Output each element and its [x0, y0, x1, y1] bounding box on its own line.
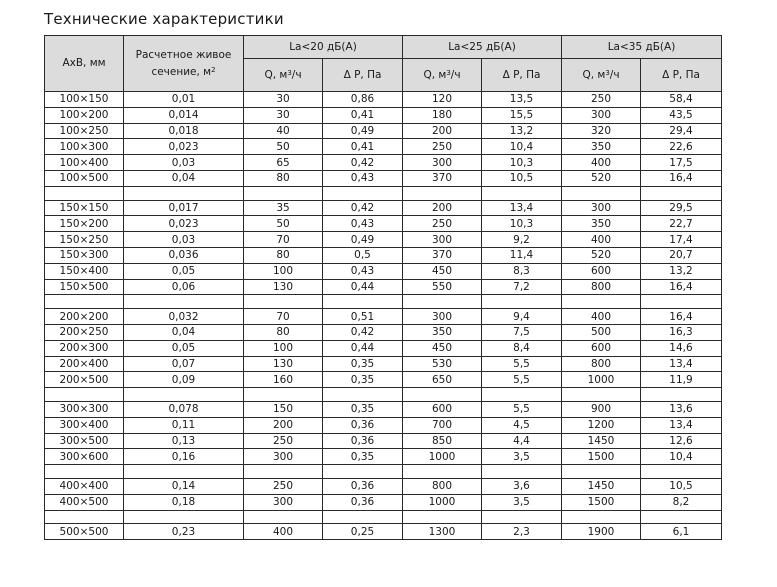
- cell-q-la35: 1500: [562, 494, 641, 510]
- cell-dp-la35: 20,7: [641, 247, 722, 263]
- cell-dp-la20: 0,41: [323, 139, 403, 155]
- cell-dp-la20: 0,44: [323, 340, 403, 356]
- cell-q-la20: 80: [244, 324, 323, 340]
- cell-q-la25: 370: [403, 247, 482, 263]
- empty-cell: [641, 510, 722, 524]
- cell-q-la25: 370: [403, 170, 482, 186]
- cell-dp-la35: 12,6: [641, 433, 722, 449]
- cell-dp-la35: 16,4: [641, 279, 722, 295]
- cell-dp-la25: 8,3: [482, 263, 562, 279]
- cell-free-section: 0,036: [124, 247, 244, 263]
- cell-dp-la35: 6,1: [641, 524, 722, 540]
- cell-dimensions: 200×300: [45, 340, 124, 356]
- spacer-row: [45, 510, 722, 524]
- cell-dp-la35: 43,5: [641, 107, 722, 123]
- table-row: [45, 139, 722, 155]
- table-row: [45, 107, 722, 123]
- cell-dimensions: 100×250: [45, 123, 124, 139]
- cell-dp-la25: 3,5: [482, 494, 562, 510]
- cell-q-la25: 350: [403, 324, 482, 340]
- cell-q-la20: 160: [244, 372, 323, 388]
- cell-q-la35: 400: [562, 232, 641, 248]
- cell-q-la35: 300: [562, 107, 641, 123]
- cell-q-la20: 65: [244, 155, 323, 171]
- cell-dp-la35: 10,5: [641, 478, 722, 494]
- table-row: [45, 263, 722, 279]
- cell-dp-la35: 13,6: [641, 401, 722, 417]
- cell-q-la35: 1450: [562, 478, 641, 494]
- cell-dimensions: 100×200: [45, 107, 124, 123]
- cell-free-section: 0,04: [124, 324, 244, 340]
- empty-cell: [244, 295, 323, 309]
- cell-q-la35: 320: [562, 123, 641, 139]
- table-row: [45, 309, 722, 325]
- cell-q-la20: 80: [244, 170, 323, 186]
- table-row: [45, 356, 722, 372]
- cell-dp-la20: 0,42: [323, 200, 403, 216]
- cell-q-la25: 1300: [403, 524, 482, 540]
- cell-dimensions: 500×500: [45, 524, 124, 540]
- empty-cell: [124, 186, 244, 200]
- cell-dimensions: 300×300: [45, 401, 124, 417]
- empty-cell: [244, 186, 323, 200]
- cell-dp-la20: 0,43: [323, 216, 403, 232]
- cell-free-section: 0,018: [124, 123, 244, 139]
- cell-q-la25: 700: [403, 417, 482, 433]
- cell-dimensions: 400×500: [45, 494, 124, 510]
- cell-dp-la20: 0,49: [323, 123, 403, 139]
- cell-free-section: 0,017: [124, 200, 244, 216]
- empty-cell: [244, 510, 323, 524]
- cell-free-section: 0,01: [124, 92, 244, 108]
- table-row: [45, 155, 722, 171]
- cell-dimensions: 150×300: [45, 247, 124, 263]
- empty-cell: [482, 465, 562, 479]
- empty-cell: [323, 510, 403, 524]
- empty-cell: [641, 295, 722, 309]
- table-row: [45, 123, 722, 139]
- cell-dp-la25: 9,2: [482, 232, 562, 248]
- cell-dimensions: 400×400: [45, 478, 124, 494]
- empty-cell: [562, 388, 641, 402]
- cell-dp-la25: 4,5: [482, 417, 562, 433]
- cell-dp-la35: 13,2: [641, 263, 722, 279]
- cell-q-la20: 70: [244, 309, 323, 325]
- cell-dp-la35: 8,2: [641, 494, 722, 510]
- cell-dp-la20: 0,35: [323, 372, 403, 388]
- cell-q-la20: 300: [244, 449, 323, 465]
- cell-dp-la25: 3,6: [482, 478, 562, 494]
- table-row: [45, 247, 722, 263]
- cell-q-la35: 600: [562, 340, 641, 356]
- cell-q-la20: 250: [244, 433, 323, 449]
- cell-dp-la35: 29,4: [641, 123, 722, 139]
- cell-dp-la35: 17,5: [641, 155, 722, 171]
- header-group-la20: La<20 дБ(А): [244, 36, 403, 59]
- cell-free-section: 0,05: [124, 263, 244, 279]
- cell-q-la20: 100: [244, 340, 323, 356]
- cell-q-la35: 500: [562, 324, 641, 340]
- cell-dp-la25: 2,3: [482, 524, 562, 540]
- cell-dp-la35: 16,4: [641, 309, 722, 325]
- spacer-row: [45, 388, 722, 402]
- cell-dp-la20: 0,25: [323, 524, 403, 540]
- cell-q-la35: 800: [562, 356, 641, 372]
- cell-dimensions: 150×400: [45, 263, 124, 279]
- empty-cell: [124, 465, 244, 479]
- cell-dimensions: 200×250: [45, 324, 124, 340]
- spacer-row: [45, 465, 722, 479]
- cell-q-la25: 300: [403, 232, 482, 248]
- cell-free-section: 0,06: [124, 279, 244, 295]
- cell-q-la25: 850: [403, 433, 482, 449]
- spacer-row: [45, 186, 722, 200]
- cell-q-la20: 35: [244, 200, 323, 216]
- cell-dimensions: 150×150: [45, 200, 124, 216]
- empty-cell: [482, 510, 562, 524]
- table-row: [45, 216, 722, 232]
- cell-q-la25: 200: [403, 123, 482, 139]
- cell-free-section: 0,014: [124, 107, 244, 123]
- empty-cell: [45, 186, 124, 200]
- header-q-la25: Q, $м^3/ч$: [403, 59, 482, 92]
- cell-q-la20: 30: [244, 107, 323, 123]
- cell-dp-la25: 10,3: [482, 155, 562, 171]
- cell-dimensions: 200×200: [45, 309, 124, 325]
- empty-cell: [562, 465, 641, 479]
- cell-q-la35: 350: [562, 216, 641, 232]
- cell-dp-la20: 0,86: [323, 92, 403, 108]
- cell-dp-la35: 29,5: [641, 200, 722, 216]
- table-row: [45, 324, 722, 340]
- header-group-la35: La<35 дБ(А): [562, 36, 722, 59]
- cell-q-la20: 100: [244, 263, 323, 279]
- spacer-row: [45, 295, 722, 309]
- header-dimensions: AxB, мм: [45, 36, 124, 92]
- cell-dp-la20: 0,35: [323, 449, 403, 465]
- cell-dp-la25: 10,4: [482, 139, 562, 155]
- cell-free-section: 0,023: [124, 139, 244, 155]
- cell-dp-la25: 8,4: [482, 340, 562, 356]
- empty-cell: [244, 388, 323, 402]
- empty-cell: [45, 388, 124, 402]
- cell-dp-la35: 14,6: [641, 340, 722, 356]
- cell-q-la25: 650: [403, 372, 482, 388]
- table-row: [45, 200, 722, 216]
- cell-dp-la35: 16,3: [641, 324, 722, 340]
- cell-q-la20: 130: [244, 279, 323, 295]
- cell-q-la25: 300: [403, 309, 482, 325]
- table-row: [45, 92, 722, 108]
- cell-q-la25: 450: [403, 340, 482, 356]
- cell-dp-la25: 13,2: [482, 123, 562, 139]
- empty-cell: [323, 465, 403, 479]
- cell-dp-la20: 0,35: [323, 356, 403, 372]
- cell-dp-la20: 0,35: [323, 401, 403, 417]
- empty-cell: [323, 388, 403, 402]
- empty-cell: [562, 186, 641, 200]
- table-row: [45, 279, 722, 295]
- cell-dp-la35: 22,6: [641, 139, 722, 155]
- cell-q-la35: 600: [562, 263, 641, 279]
- table-row: [45, 232, 722, 248]
- cell-dp-la25: 5,5: [482, 401, 562, 417]
- cell-dp-la20: 0,51: [323, 309, 403, 325]
- cell-q-la25: 600: [403, 401, 482, 417]
- cell-dp-la25: 13,5: [482, 92, 562, 108]
- table-row: [45, 340, 722, 356]
- cell-q-la20: 400: [244, 524, 323, 540]
- cell-dp-la35: 13,4: [641, 417, 722, 433]
- cell-q-la25: 450: [403, 263, 482, 279]
- empty-cell: [323, 295, 403, 309]
- cell-dp-la20: 0,41: [323, 107, 403, 123]
- cell-dp-la35: 22,7: [641, 216, 722, 232]
- table-row: [45, 401, 722, 417]
- specifications-table: [44, 35, 722, 540]
- cell-q-la25: 250: [403, 216, 482, 232]
- empty-cell: [124, 295, 244, 309]
- cell-dp-la20: 0,36: [323, 494, 403, 510]
- cell-q-la35: 1200: [562, 417, 641, 433]
- header-q-la20: Q, $м^3/ч$: [244, 59, 323, 92]
- table-row: [45, 170, 722, 186]
- empty-cell: [45, 295, 124, 309]
- cell-dimensions: 200×500: [45, 372, 124, 388]
- cell-q-la35: 1500: [562, 449, 641, 465]
- header-free-section: Расчетное живое сечение, $м^2$: [124, 36, 244, 92]
- cell-dp-la25: 13,4: [482, 200, 562, 216]
- cell-q-la20: 300: [244, 494, 323, 510]
- cell-dp-la20: 0,42: [323, 155, 403, 171]
- empty-cell: [641, 186, 722, 200]
- empty-cell: [124, 510, 244, 524]
- cell-dp-la20: 0,43: [323, 263, 403, 279]
- empty-cell: [244, 465, 323, 479]
- cell-q-la35: 400: [562, 309, 641, 325]
- cell-dimensions: 150×200: [45, 216, 124, 232]
- empty-cell: [403, 388, 482, 402]
- empty-cell: [403, 510, 482, 524]
- cell-free-section: 0,07: [124, 356, 244, 372]
- table-row: [45, 372, 722, 388]
- cell-dp-la20: 0,43: [323, 170, 403, 186]
- cell-dp-la20: 0,36: [323, 478, 403, 494]
- header-dp-la35: Δ P, Па: [641, 59, 722, 92]
- cell-free-section: 0,13: [124, 433, 244, 449]
- cell-dp-la35: 11,9: [641, 372, 722, 388]
- cell-dimensions: 150×500: [45, 279, 124, 295]
- empty-cell: [482, 186, 562, 200]
- table-header: [45, 36, 722, 92]
- table-row: [45, 449, 722, 465]
- cell-dimensions: 200×400: [45, 356, 124, 372]
- cell-dimensions: 100×400: [45, 155, 124, 171]
- cell-q-la20: 50: [244, 139, 323, 155]
- cell-dp-la35: 58,4: [641, 92, 722, 108]
- empty-cell: [124, 388, 244, 402]
- cell-q-la35: 520: [562, 170, 641, 186]
- empty-cell: [641, 465, 722, 479]
- cell-dp-la35: 16,4: [641, 170, 722, 186]
- cell-free-section: 0,23: [124, 524, 244, 540]
- cell-dimensions: 300×500: [45, 433, 124, 449]
- empty-cell: [45, 510, 124, 524]
- cell-free-section: 0,16: [124, 449, 244, 465]
- cell-q-la25: 530: [403, 356, 482, 372]
- cell-q-la25: 300: [403, 155, 482, 171]
- cell-dp-la25: 10,5: [482, 170, 562, 186]
- cell-q-la35: 900: [562, 401, 641, 417]
- cell-dp-la25: 5,5: [482, 356, 562, 372]
- cell-q-la25: 200: [403, 200, 482, 216]
- cell-q-la35: 250: [562, 92, 641, 108]
- cell-q-la25: 1000: [403, 449, 482, 465]
- cell-q-la25: 800: [403, 478, 482, 494]
- cell-dp-la25: 7,5: [482, 324, 562, 340]
- cell-q-la35: 350: [562, 139, 641, 155]
- cell-dp-la25: 15,5: [482, 107, 562, 123]
- cell-dp-la20: 0,42: [323, 324, 403, 340]
- cell-q-la25: 120: [403, 92, 482, 108]
- cell-free-section: 0,14: [124, 478, 244, 494]
- cell-q-la20: 150: [244, 401, 323, 417]
- cell-q-la35: 520: [562, 247, 641, 263]
- cell-dimensions: 150×250: [45, 232, 124, 248]
- table-row: [45, 433, 722, 449]
- cell-q-la25: 1000: [403, 494, 482, 510]
- cell-free-section: 0,078: [124, 401, 244, 417]
- cell-dp-la25: 3,5: [482, 449, 562, 465]
- cell-free-section: 0,09: [124, 372, 244, 388]
- empty-cell: [323, 186, 403, 200]
- cell-dp-la20: 0,5: [323, 247, 403, 263]
- table-row: [45, 478, 722, 494]
- cell-dp-la25: 5,5: [482, 372, 562, 388]
- cell-dp-la20: 0,36: [323, 417, 403, 433]
- cell-dimensions: 100×500: [45, 170, 124, 186]
- cell-q-la35: 400: [562, 155, 641, 171]
- empty-cell: [403, 295, 482, 309]
- header-group-la25: La<25 дБ(А): [403, 36, 562, 59]
- table-row: [45, 494, 722, 510]
- cell-q-la35: 1900: [562, 524, 641, 540]
- empty-cell: [482, 388, 562, 402]
- cell-q-la20: 80: [244, 247, 323, 263]
- cell-q-la20: 40: [244, 123, 323, 139]
- cell-dp-la25: 4,4: [482, 433, 562, 449]
- table-row: [45, 417, 722, 433]
- cell-q-la35: 1000: [562, 372, 641, 388]
- empty-cell: [403, 186, 482, 200]
- cell-dimensions: 100×150: [45, 92, 124, 108]
- cell-dp-la25: 11,4: [482, 247, 562, 263]
- header-dp-la20: Δ P, Па: [323, 59, 403, 92]
- cell-dp-la25: 7,2: [482, 279, 562, 295]
- cell-free-section: 0,05: [124, 340, 244, 356]
- header-dp-la25: Δ P, Па: [482, 59, 562, 92]
- table-row: [45, 524, 722, 540]
- cell-q-la20: 250: [244, 478, 323, 494]
- cell-dimensions: 300×400: [45, 417, 124, 433]
- cell-dp-la35: 13,4: [641, 356, 722, 372]
- cell-q-la35: 800: [562, 279, 641, 295]
- cell-q-la20: 30: [244, 92, 323, 108]
- cell-free-section: 0,023: [124, 216, 244, 232]
- cell-dp-la25: 9,4: [482, 309, 562, 325]
- empty-cell: [403, 465, 482, 479]
- empty-cell: [45, 465, 124, 479]
- empty-cell: [562, 295, 641, 309]
- cell-dp-la35: 17,4: [641, 232, 722, 248]
- cell-free-section: 0,18: [124, 494, 244, 510]
- empty-cell: [641, 388, 722, 402]
- cell-q-la25: 250: [403, 139, 482, 155]
- cell-dp-la20: 0,36: [323, 433, 403, 449]
- cell-free-section: 0,03: [124, 155, 244, 171]
- page-title: Технические характеристики: [44, 10, 284, 28]
- cell-dp-la20: 0,44: [323, 279, 403, 295]
- cell-dp-la20: 0,49: [323, 232, 403, 248]
- cell-q-la20: 50: [244, 216, 323, 232]
- cell-free-section: 0,04: [124, 170, 244, 186]
- cell-free-section: 0,11: [124, 417, 244, 433]
- empty-cell: [562, 510, 641, 524]
- cell-dp-la35: 10,4: [641, 449, 722, 465]
- cell-q-la20: 70: [244, 232, 323, 248]
- header-q-la35: Q, $м^3/ч$: [562, 59, 641, 92]
- cell-free-section: 0,032: [124, 309, 244, 325]
- cell-dimensions: 100×300: [45, 139, 124, 155]
- cell-q-la35: 300: [562, 200, 641, 216]
- cell-q-la20: 200: [244, 417, 323, 433]
- cell-free-section: 0,03: [124, 232, 244, 248]
- cell-q-la25: 180: [403, 107, 482, 123]
- cell-q-la25: 550: [403, 279, 482, 295]
- table-body: [45, 92, 722, 540]
- cell-dp-la25: 10,3: [482, 216, 562, 232]
- cell-q-la20: 130: [244, 356, 323, 372]
- cell-dimensions: 300×600: [45, 449, 124, 465]
- cell-q-la35: 1450: [562, 433, 641, 449]
- empty-cell: [482, 295, 562, 309]
